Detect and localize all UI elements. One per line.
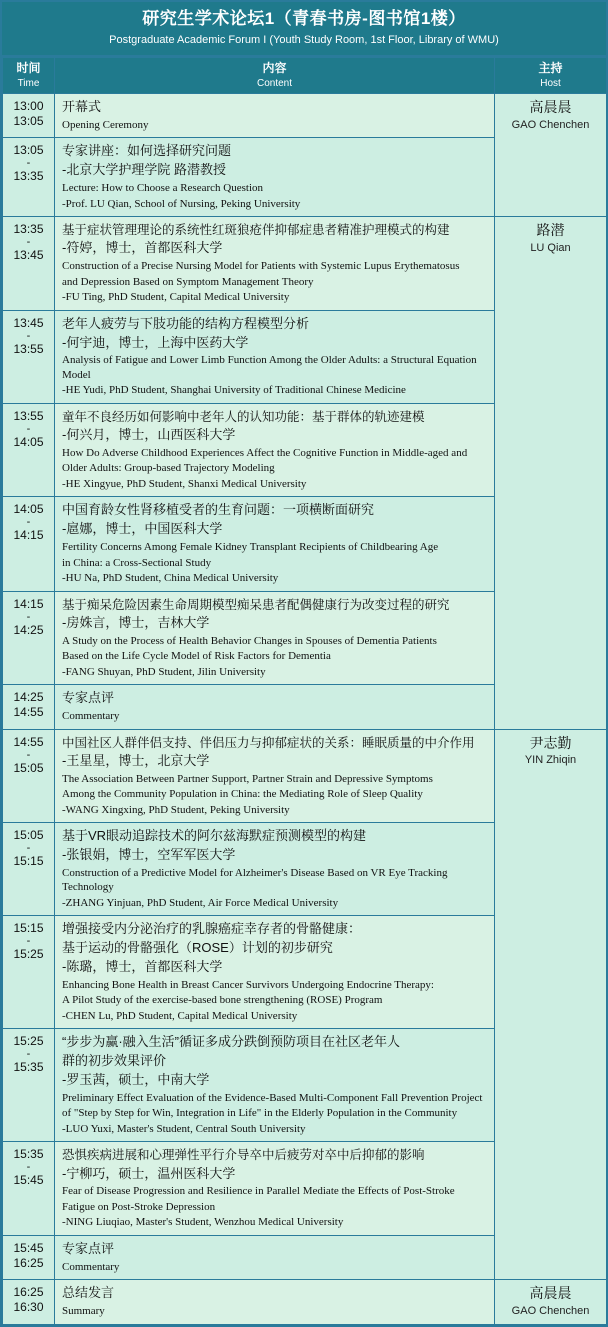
session-title-en: Opening Ceremony xyxy=(62,118,149,131)
table-header-row xyxy=(3,58,607,94)
session-title-en: Summary xyxy=(62,1305,105,1318)
session-title-en: -FANG Shuyan, PhD Student, Jilin University xyxy=(62,665,266,678)
session-title-cn: 专家点评 xyxy=(62,1241,115,1256)
session-title-en: Commentary xyxy=(62,1260,120,1273)
session-title-en: -WANG Xingxing, PhD Student, Peking University xyxy=(62,803,290,816)
host-name-cn: 尹志勤 xyxy=(529,734,572,751)
time-dash: - xyxy=(26,236,31,249)
session-title-en: -FU Ting, PhD Student, Capital Medical University xyxy=(62,291,290,304)
host-name-en: GAO Chenchen xyxy=(511,1304,590,1317)
session-content xyxy=(55,403,495,497)
session-title-cn: -何宇迪，博士，上海中医药大学 xyxy=(62,334,249,350)
time-start: 15:05 xyxy=(13,828,44,843)
session-title-cn: 专家讲座：如何选择研究问题 xyxy=(62,143,232,159)
session-title-cn: -王星星，博士，北京大学 xyxy=(62,752,210,768)
session-time xyxy=(3,1142,55,1236)
session-title-en: -HE Yudi, PhD Student, Shanghai University of Traditional Chinese Medicine xyxy=(62,384,406,397)
time-end: 13:55 xyxy=(13,341,44,356)
session-content xyxy=(55,685,495,729)
session-title-cn: 基于症状管理理论的系统性红斑狼疮伴抑郁症患者精准护理模式的构建 xyxy=(62,223,450,238)
time-dash: - xyxy=(26,842,31,855)
column-header-host: 主持 Host xyxy=(495,58,607,94)
session-content xyxy=(55,1142,495,1236)
time-dash: - xyxy=(26,329,31,342)
session-time xyxy=(3,1029,55,1142)
session-title-cn: 基于运动的骨骼强化（ROSE）计划的初步研究 xyxy=(62,940,333,956)
session-title-cn: 基于VR眼动追踪技术的阿尔兹海默症预测模型的构建 xyxy=(62,828,367,844)
session-title-cn: -北京大学护理学院 路潜教授 xyxy=(62,162,226,178)
host-name-en: LU Qian xyxy=(530,241,571,254)
session-content xyxy=(55,1280,495,1324)
session-content xyxy=(55,497,495,591)
table-row xyxy=(3,729,607,823)
time-start: 15:35 xyxy=(13,1147,44,1162)
table-row xyxy=(3,1280,607,1324)
session-title-en: Commentary xyxy=(62,710,120,723)
session-host xyxy=(495,729,607,1280)
column-header-time: 时间 Time xyxy=(3,58,55,94)
time-end: 13:05 xyxy=(13,114,44,129)
session-title-cn: 恐惧疾病进展和心理弹性平行介导卒中后疲劳对卒中后抑郁的影响 xyxy=(62,1148,425,1163)
page-title-banner xyxy=(2,2,606,57)
time-end: 14:15 xyxy=(13,528,44,543)
session-title-cn: 开幕式 xyxy=(62,99,102,115)
time-start: 15:45 xyxy=(13,1241,44,1255)
session-title-en: Preliminary Effect Evaluation of the Evidence-Based Multi-Component Fall Prevention Project xyxy=(62,1091,483,1104)
time-dash: - xyxy=(26,748,31,761)
session-title-en: Enhancing Bone Health in Breast Cancer Survivors Undergoing Endocrine Therapy: xyxy=(62,978,434,991)
session-title-en: and Depression Based on Symptom Management Theory xyxy=(62,275,314,288)
time-start: 14:55 xyxy=(13,734,44,749)
host-name-en: YIN Zhiqin xyxy=(524,754,577,767)
time-start: 14:25 xyxy=(13,690,44,705)
session-title-en: Fear of Disease Progression and Resilience in Parallel Mediate the Effects of Post-Stroke xyxy=(62,1185,455,1198)
session-title-cn: -罗玉茜，硕士，中南大学 xyxy=(62,1072,210,1088)
session-title-cn: -符婷，博士，首都医科大学 xyxy=(62,240,223,256)
time-end: 15:15 xyxy=(13,854,44,869)
session-title-cn: -扈娜，博士，中国医科大学 xyxy=(62,521,223,537)
session-title-en: Construction of a Predictive Model for Alzheimer's Disease Based on VR Eye Tracking Technology xyxy=(62,866,448,894)
host-name-cn: 高晨晨 xyxy=(529,1285,572,1302)
time-start: 15:25 xyxy=(13,1034,44,1049)
session-title-en: How Do Adverse Childhood Experiences Affect the Cognitive Function in Middle-aged and xyxy=(62,446,468,459)
session-title-cn: 基于痴呆危险因素生命周期模型痴呆患者配偶健康行为改变过程的研究 xyxy=(62,597,450,612)
session-title-cn: 总结发言 xyxy=(62,1285,115,1301)
session-time xyxy=(3,94,55,138)
session-time xyxy=(3,310,55,403)
time-dash: - xyxy=(26,1048,31,1061)
session-time xyxy=(3,729,55,823)
session-content xyxy=(55,138,495,217)
session-title-en: -HE Xingyue, PhD Student, Shanxi Medical University xyxy=(62,477,307,490)
session-time xyxy=(3,916,55,1029)
session-content xyxy=(55,591,495,685)
time-end: 14:25 xyxy=(13,622,44,637)
time-start: 13:45 xyxy=(13,315,44,330)
session-time xyxy=(3,138,55,217)
time-dash: - xyxy=(26,1161,31,1174)
time-dash: - xyxy=(26,516,31,529)
session-title-en: Based on the Life Cycle Model of Risk Factors for Dementia xyxy=(62,650,331,663)
session-title-en: Fertility Concerns Among Female Kidney Transplant Recipients of Childbearing Age xyxy=(62,541,439,554)
time-dash: - xyxy=(26,935,31,948)
session-title-cn: 中国社区人群伴侣支持、伴侣压力与抑郁症状的关系：睡眠质量的中介作用 xyxy=(62,735,475,750)
time-end: 15:35 xyxy=(13,1060,44,1075)
time-dash: - xyxy=(26,157,31,170)
time-dash: - xyxy=(26,422,31,435)
time-start: 14:15 xyxy=(13,596,44,611)
session-title-cn: -张银娟，博士，空军军医大学 xyxy=(62,846,236,862)
session-content xyxy=(55,823,495,916)
session-title-en: -LUO Yuxi, Master's Student, Central South University xyxy=(62,1122,306,1135)
session-time xyxy=(3,1236,55,1280)
session-title-en: -Prof. LU Qian, School of Nursing, Peking University xyxy=(62,197,301,210)
session-time xyxy=(3,685,55,729)
session-title-cn: -房姝言，博士，吉林大学 xyxy=(62,614,210,630)
time-end: 15:45 xyxy=(13,1173,44,1188)
host-name-cn: 高晨晨 xyxy=(529,99,572,116)
session-title-en: -HU Na, PhD Student, China Medical University xyxy=(62,572,279,585)
session-title-en: Older Adults: Group-based Trajectory Modeling xyxy=(62,462,275,475)
session-title-en: Construction of a Precise Nursing Model for Patients with Systemic Lupus Erythematosus xyxy=(62,260,460,273)
session-content xyxy=(55,729,495,823)
page-title-cn: 研究生学术论坛1（青春书房-图书馆1楼） xyxy=(142,9,466,28)
time-start: 13:55 xyxy=(13,408,44,423)
session-title-en: -CHEN Lu, PhD Student, Capital Medical University xyxy=(62,1009,298,1022)
session-title-en: in China: a Cross-Sectional Study xyxy=(62,556,212,569)
time-start: 13:00 xyxy=(13,99,44,114)
time-start: 13:35 xyxy=(13,222,44,237)
table-row xyxy=(3,217,607,311)
time-end: 15:05 xyxy=(13,760,44,775)
column-header-content: 内容 Content xyxy=(55,58,495,94)
time-end: 14:05 xyxy=(13,434,44,449)
session-title-en: Among the Community Population in China: the Mediating Role of Sleep Quality xyxy=(62,788,423,801)
time-end: 16:25 xyxy=(13,1256,44,1270)
session-time xyxy=(3,217,55,311)
session-host xyxy=(495,94,607,217)
session-time xyxy=(3,1280,55,1324)
time-dash: - xyxy=(26,610,31,623)
session-title-cn: 专家点评 xyxy=(62,690,115,706)
session-host xyxy=(495,217,607,729)
page-title-en: Postgraduate Academic Forum I (Youth Study Room, 1st Floor, Library of WMU) xyxy=(109,33,499,46)
time-end: 14:55 xyxy=(13,705,44,720)
session-title-en: A Pilot Study of the exercise-based bone strengthening (ROSE) Program xyxy=(62,994,383,1007)
time-end: 13:35 xyxy=(13,169,44,184)
session-title-cn: “步步为赢·融入生活”循证多成分跌倒预防项目在社区老年人 xyxy=(62,1034,400,1050)
session-title-en: Lecture: How to Choose a Research Question xyxy=(62,182,263,195)
session-title-cn: -宁柳巧，硕士，温州医科大学 xyxy=(62,1165,236,1181)
session-time xyxy=(3,403,55,497)
time-end: 13:45 xyxy=(13,248,44,263)
session-title-cn: 中国育龄女性肾移植受者的生育问题：一项横断面研究 xyxy=(62,502,375,518)
time-start: 16:25 xyxy=(13,1285,44,1300)
session-title-cn: 群的初步效果评价 xyxy=(62,1053,167,1069)
schedule-table xyxy=(2,57,607,1324)
time-start: 14:05 xyxy=(13,502,44,517)
session-host xyxy=(495,1280,607,1324)
session-title-cn: -何兴月，博士，山西医科大学 xyxy=(62,427,236,443)
session-title-en: Analysis of Fatigue and Lower Limb Function Among the Older Adults: a Structural Equation Model xyxy=(62,354,477,381)
session-title-en: The Association Between Partner Support, Partner Strain and Depressive Symptoms xyxy=(62,772,433,785)
host-name-cn: 路潜 xyxy=(536,222,565,239)
session-title-en: of "Step by Step for Win, Integration in Life" in the Elderly Population in the Community xyxy=(62,1107,458,1120)
session-content xyxy=(55,1236,495,1280)
session-time xyxy=(3,497,55,591)
session-content xyxy=(55,94,495,138)
session-title-cn: 童年不良经历如何影响中老年人的认知功能：基于群体的轨迹建模 xyxy=(62,409,425,424)
session-title-en: -NING Liuqiao, Master's Student, Wenzhou Medical University xyxy=(62,1216,344,1229)
session-title-cn: 增强接受内分泌治疗的乳腺癌症幸存者的骨骼健康： xyxy=(62,921,362,937)
session-time xyxy=(3,591,55,685)
session-content xyxy=(55,217,495,311)
session-title-cn: -陈璐，博士，首都医科大学 xyxy=(62,959,223,975)
table-row xyxy=(3,94,607,138)
time-end: 16:30 xyxy=(13,1300,44,1315)
session-time xyxy=(3,823,55,916)
time-start: 15:15 xyxy=(13,921,44,936)
session-title-cn: 老年人疲劳与下肢功能的结构方程模型分析 xyxy=(62,315,310,331)
session-content xyxy=(55,310,495,403)
time-start: 13:05 xyxy=(13,143,44,158)
session-title-en: A Study on the Process of Health Behavior Changes in Spouses of Dementia Patients xyxy=(62,634,437,647)
session-title-en: -ZHANG Yinjuan, PhD Student, Air Force Medical University xyxy=(62,896,339,909)
session-content xyxy=(55,1029,495,1142)
time-end: 15:25 xyxy=(13,947,44,962)
session-content xyxy=(55,916,495,1029)
session-title-en: Fatigue on Post-Stroke Depression xyxy=(62,1200,216,1213)
host-name-en: GAO Chenchen xyxy=(511,118,590,131)
